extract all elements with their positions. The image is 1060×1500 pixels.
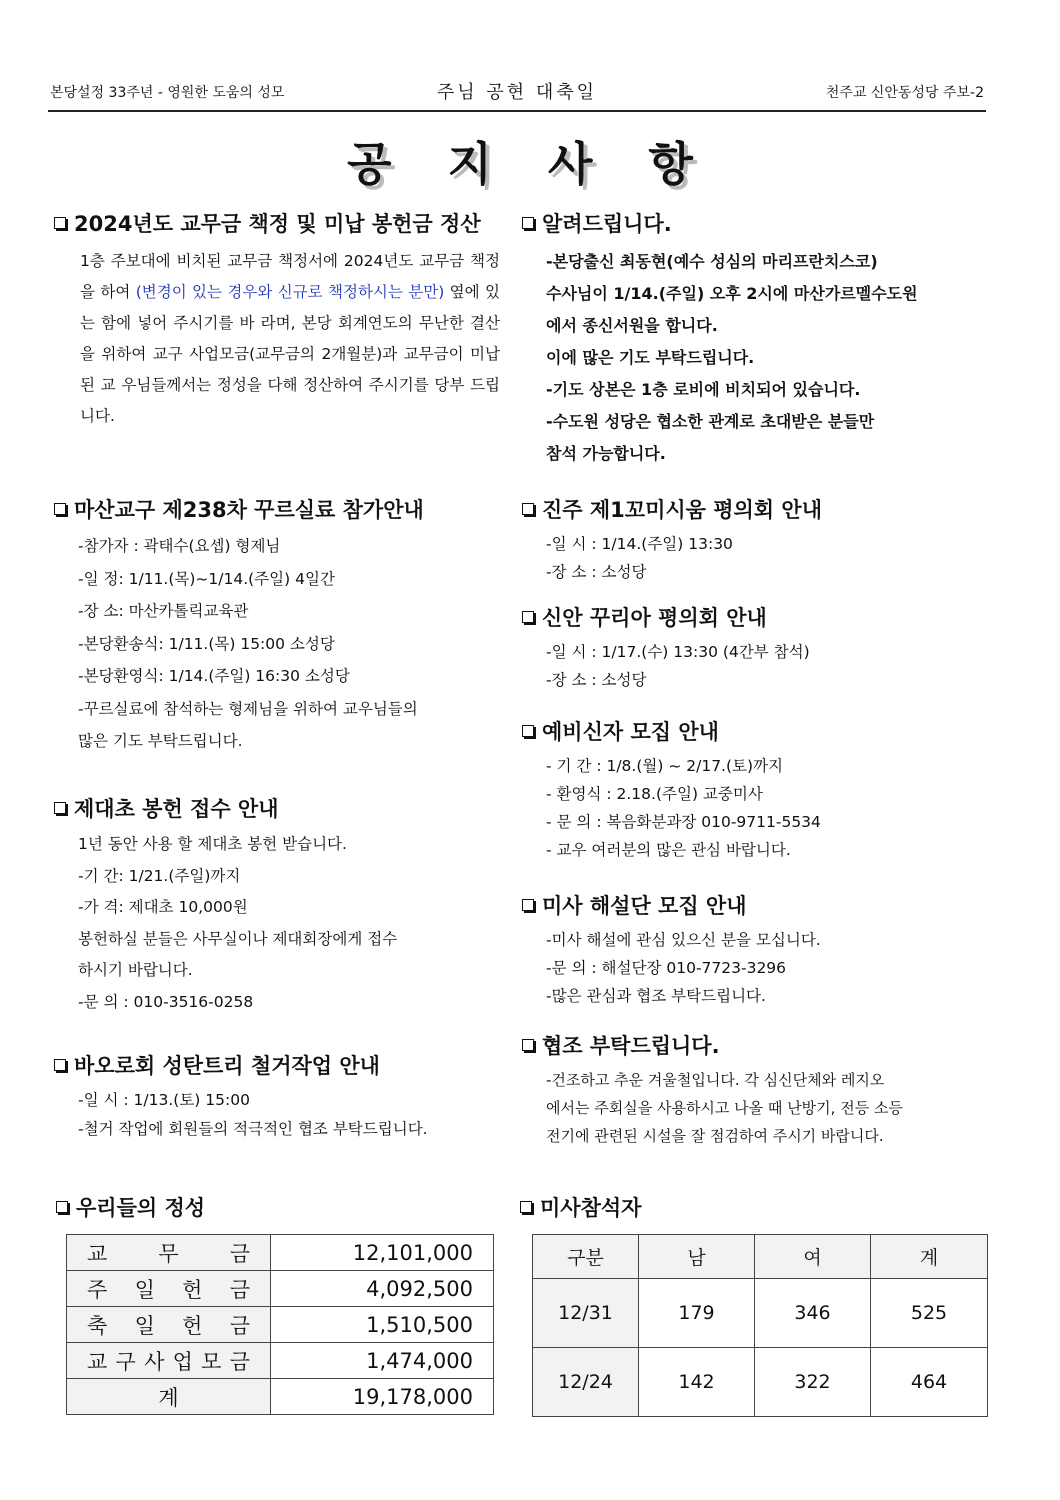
section-body: 1년 동안 사용 할 제대초 봉헌 받습니다. -기 간: 1/21.(주일)까지 -가 격: 제대초 10,000원 봉헌하실 분들은 사무실이나 제대회장에게 접수 하시기 바랍니다. -문 의 : 010-3516-0258 — [78, 835, 398, 1011]
column-header: 계 — [871, 1235, 988, 1279]
offering-label: 주 일 헌 금 — [67, 1271, 271, 1307]
section-heading: 신안 꾸리아 평의회 안내 — [522, 602, 988, 632]
checkbox-bullet-icon — [54, 217, 66, 229]
checkbox-bullet-icon — [522, 725, 534, 737]
header-left: 본당설정 33주년 - 영원한 도움의 성모 — [50, 85, 285, 101]
checkbox-bullet-icon — [522, 217, 534, 229]
offering-total-label: 계 — [67, 1379, 271, 1415]
section-heading: 진주 제1꼬미시움 평의회 안내 — [522, 494, 988, 524]
section-catechumen — [522, 716, 988, 864]
section-body: -건조하고 추운 겨울철입니다. 각 심신단체와 레지오 에서는 주회실을 사용하시고 나올 때 난방기, 전등 소등 전기에 관련된 시설을 잘 점검하여 주시기 바랍니다. — [546, 1071, 903, 1145]
checkbox-bullet-icon — [522, 611, 534, 623]
section-heading: 2024년도 교무금 책정 및 미납 봉헌금 정산 — [54, 208, 506, 238]
section-tithe — [54, 208, 506, 432]
column-header: 구분 — [533, 1235, 639, 1279]
offering-value: 1,474,000 — [271, 1343, 494, 1379]
table-row — [533, 1279, 988, 1348]
section-heading: 미사 해설단 모집 안내 — [522, 890, 988, 920]
table-cell: 179 — [639, 1279, 755, 1348]
header-center: 주님 공현 대축일 — [436, 82, 598, 103]
checkbox-bullet-icon — [520, 1201, 532, 1213]
table-cell: 464 — [871, 1348, 988, 1417]
header-right: 천주교 신안동성당 주보-2 — [825, 85, 984, 101]
table-row — [67, 1271, 494, 1307]
section-commentator — [522, 890, 988, 1010]
table-cell: 12/31 — [533, 1279, 639, 1348]
offering-table — [66, 1234, 494, 1415]
table-header-row — [533, 1235, 988, 1279]
section-heading: 마산교구 제238차 꾸르실료 참가안내 — [54, 494, 506, 524]
table-row — [67, 1235, 494, 1271]
section-cursillo — [54, 494, 506, 758]
offering-label: 교 무 금 — [67, 1235, 271, 1271]
section-body: 1층 주보대에 비치된 교무금 책정서에 2024년도 교무금 책정을 하여 (변경이 있는 경우와 신규로 책정하시는 분만) 옆에 있는 함에 넣어 주시기를 바 라며, 본당 회계연도의 무난한 결산을 위하여 교구 사업모금(교무금의 2개월분)과 교무금이 미납된 교 우님들께서는 정성을 다해 정산하여 주시기를 당부 드립니다. — [80, 252, 501, 425]
table-cell: 322 — [755, 1348, 871, 1417]
page-header — [48, 78, 986, 112]
section-tree-removal — [54, 1050, 506, 1144]
section-body: -본당출신 최동현(예수 성심의 마리프란치스코) 수사님이 1/14.(주일) 오후 2시에 마산가르멜수도원 에서 종신서원을 합니다. 이에 많은 기도 부탁드립니다. -기도 상본은 1층 로비에 비치되어 있습니다. -수도원 성당은 협소한 관계로 초대받은 분들만 참석 가능합니다. — [546, 252, 918, 463]
section-body: -일 시 : 1/13.(토) 15:00 -철거 작업에 회원들의 적극적인 협조 부탁드립니다. — [78, 1091, 428, 1138]
table-row — [67, 1343, 494, 1379]
table-cell: 142 — [639, 1348, 755, 1417]
offering-value: 12,101,000 — [271, 1235, 494, 1271]
offering-heading: 우리들의 정성 — [56, 1192, 205, 1222]
table-cell: 525 — [871, 1279, 988, 1348]
checkbox-bullet-icon — [522, 1039, 534, 1051]
table-cell: 12/24 — [533, 1348, 639, 1417]
page-title: 공 지 사 항 — [347, 137, 713, 191]
checkbox-bullet-icon — [56, 1201, 68, 1213]
section-heading: 제대초 봉헌 접수 안내 — [54, 793, 506, 823]
attendance-heading: 미사참석자 — [520, 1192, 641, 1222]
section-body: -참가자 : 곽태수(요셉) 형제님 -일 정: 1/11.(목)~1/14.(주일) 4일간 -장 소: 마산카톨릭교육관 -본당환송식: 1/11.(목) 15:00 소성당 -본당환영식: 1/14.(주일) 16:30 소성당 -꾸르실료에 참석하는 형제님을 위하여 교우님들의 많은 기도 부탁드립니다. — [78, 537, 418, 750]
column-header: 남 — [639, 1235, 755, 1279]
table-cell: 346 — [755, 1279, 871, 1348]
section-body: - 기 간 : 1/8.(월) ~ 2/17.(토)까지 - 환영식 : 2.18.(주일) 교중미사 - 문 의 : 복음화분과장 010-9711-5534 - 교우 여러분의 많은 관심 바랍니다. — [546, 757, 821, 859]
section-candle — [54, 793, 506, 1018]
checkbox-bullet-icon — [54, 802, 66, 814]
offering-value: 1,510,500 — [271, 1307, 494, 1343]
checkbox-bullet-icon — [54, 503, 66, 515]
table-row — [67, 1307, 494, 1343]
offering-value: 4,092,500 — [271, 1271, 494, 1307]
column-header: 여 — [755, 1235, 871, 1279]
section-cooperation — [522, 1030, 988, 1150]
attendance-table — [532, 1234, 988, 1417]
section-heading: 예비신자 모집 안내 — [522, 716, 988, 746]
table-row — [533, 1348, 988, 1417]
checkbox-bullet-icon — [522, 899, 534, 911]
section-curia — [522, 602, 988, 694]
offering-label: 교 구 사 업 모 금 — [67, 1343, 271, 1379]
offering-label: 축 일 헌 금 — [67, 1307, 271, 1343]
section-announcement — [522, 208, 988, 470]
table-row — [67, 1379, 494, 1415]
offering-total-value: 19,178,000 — [271, 1379, 494, 1415]
section-body: -일 시 : 1/17.(수) 13:30 (4간부 참석) -장 소 : 소성당 — [546, 643, 810, 689]
section-comitium — [522, 494, 988, 586]
section-body: -일 시 : 1/14.(주일) 13:30 -장 소 : 소성당 — [546, 535, 733, 581]
section-heading: 알려드립니다. — [522, 208, 988, 238]
section-heading: 바오로회 성탄트리 철거작업 안내 — [54, 1050, 506, 1080]
section-body: -미사 해설에 관심 있으신 분을 모십니다. -문 의 : 해설단장 010-7723-3296 -많은 관심과 협조 부탁드립니다. — [546, 931, 821, 1005]
checkbox-bullet-icon — [522, 503, 534, 515]
section-heading: 협조 부탁드립니다. — [522, 1030, 988, 1060]
checkbox-bullet-icon — [54, 1059, 66, 1071]
